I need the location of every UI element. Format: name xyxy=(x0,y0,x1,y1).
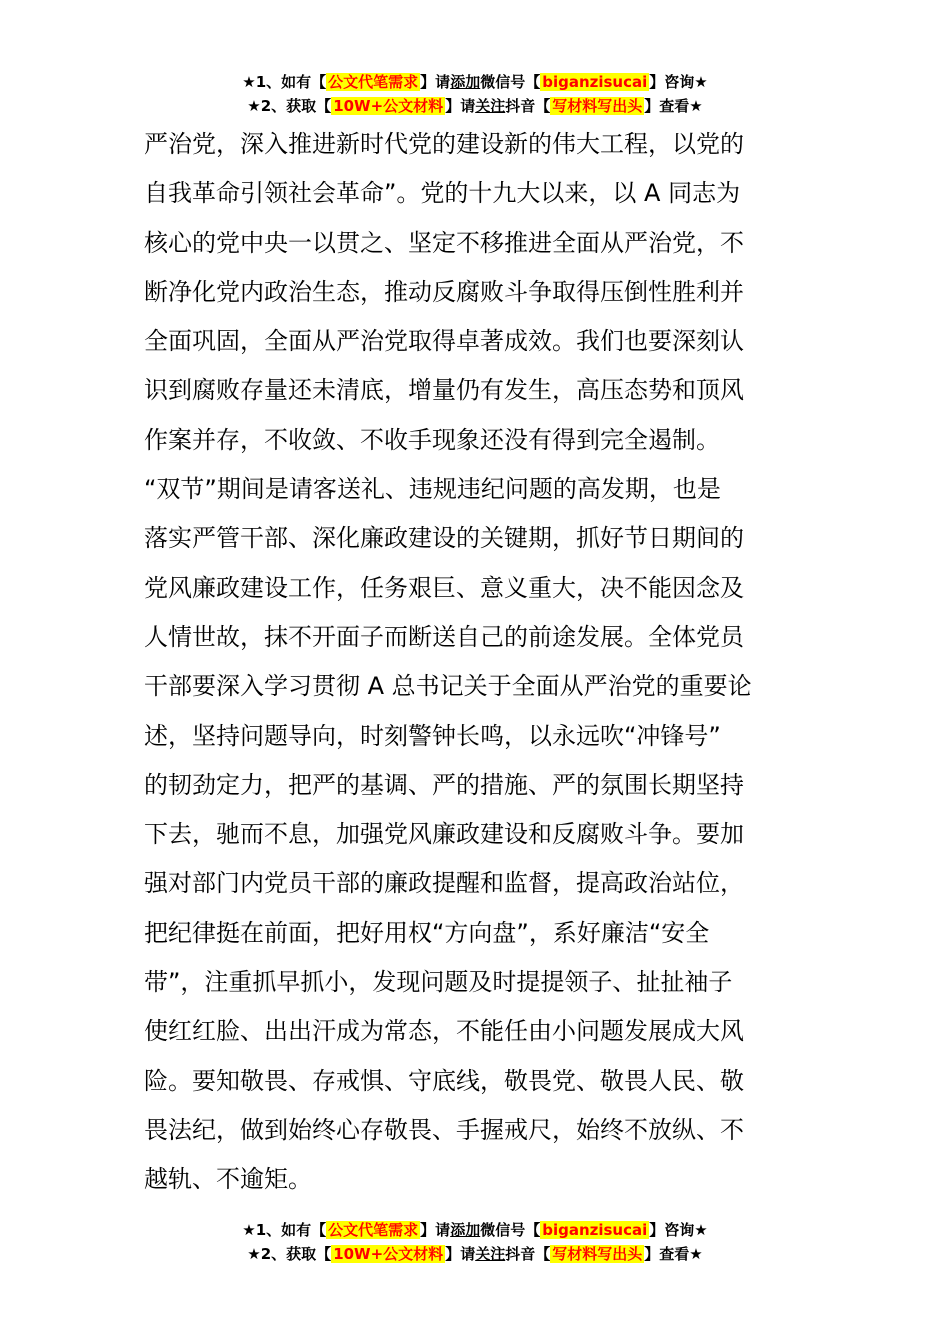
highlight-text: biganzisucai xyxy=(542,1221,648,1239)
highlight-text: 10W+公文材料 xyxy=(333,97,444,115)
underlined-text: 关注 xyxy=(475,1245,506,1263)
highlight-text: biganzisucai xyxy=(542,73,648,91)
body-line: 的韧劲定力，把严的基调、严的措施、严的氛围长期坚持 xyxy=(144,770,744,799)
highlight-text: 公文代笔需求 xyxy=(328,1221,419,1239)
underlined-text: 添加 xyxy=(450,73,481,91)
body-line: 断净化党内政治生态，推动反腐败斗争取得压倒性胜利并 xyxy=(144,277,744,306)
banner-text: 】请 xyxy=(420,73,451,91)
underlined-text: 添加 xyxy=(450,1221,481,1239)
body-line: 越轨、不逾矩。 xyxy=(144,1165,312,1194)
banner-text: ★1、如有【 xyxy=(242,1221,327,1239)
body-line: 识到腐败存量还未清底，增量仍有发生，高压态势和顶风 xyxy=(144,376,744,405)
banner-text: ★2、获取【 xyxy=(247,97,332,115)
footer-banner xyxy=(0,1218,950,1266)
body-line: 自我革命引领社会革命”。党的十九大以来，以 A 同志为 xyxy=(144,179,741,208)
highlight-text: 写材料写出头 xyxy=(552,1245,643,1263)
body-line: 险。要知敬畏、存戒惧、守底线，敬畏党、敬畏人民、敬 xyxy=(144,1066,744,1095)
body-line: 把纪律挺在前面，把好用权“方向盘”，系好廉洁“安全 xyxy=(144,918,710,947)
banner-line-2 xyxy=(0,94,950,118)
document-body xyxy=(144,120,808,1205)
body-line: 述，坚持问题导向，时刻警钟长鸣，以永远吹“冲锋号” xyxy=(144,721,721,750)
body-line: 严治党，深入推进新时代党的建设新的伟大工程，以党的 xyxy=(144,130,744,158)
body-line: 党风廉政建设工作，任务艰巨、意义重大，决不能因念及 xyxy=(144,573,744,602)
body-line: 使红红脸、出出汗成为常态，不能任由小问题发展成大风 xyxy=(144,1017,744,1046)
body-line: 下去，驰而不息，加强党风廉政建设和反腐败斗争。要加 xyxy=(144,820,744,849)
highlight-text: 10W+公文材料 xyxy=(333,1245,444,1263)
banner-text: 抖音【 xyxy=(505,97,551,115)
body-line: “双节”期间是请客送礼、违规违纪问题的高发期，也是 xyxy=(144,475,721,504)
banner-text: ★1、如有【 xyxy=(242,73,327,91)
underlined-text: 关注 xyxy=(475,97,506,115)
body-line: 人情世故，抹不开面子而断送自己的前途发展。全体党员 xyxy=(144,622,744,651)
highlight-text: 公文代笔需求 xyxy=(328,73,419,91)
banner-text: 】请 xyxy=(420,1221,451,1239)
body-line: 畏法纪，做到始终心存敬畏、手握戒尺，始终不放纵、不 xyxy=(144,1115,744,1144)
banner-text: 】查看★ xyxy=(644,1245,703,1263)
banner-text: 微信号【 xyxy=(480,73,541,91)
body-line: 核心的党中央一以贯之、坚定不移推进全面从严治党，不 xyxy=(144,228,744,257)
banner-text: 】查看★ xyxy=(644,97,703,115)
banner-text: 微信号【 xyxy=(480,1221,541,1239)
body-line: 带”，注重抓早抓小，发现问题及时提提领子、扯扯袖子 xyxy=(144,968,733,997)
body-line: 落实严管干部、深化廉政建设的关键期，抓好节日期间的 xyxy=(144,524,744,553)
body-line: 作案并存，不收敛、不收手现象还没有得到完全遏制。 xyxy=(144,425,720,454)
banner-line-2 xyxy=(0,1242,950,1266)
banner-line-1 xyxy=(0,70,950,94)
banner-text: 】咨询★ xyxy=(649,1221,708,1239)
banner-text: 抖音【 xyxy=(505,1245,551,1263)
banner-text: 】请 xyxy=(445,1245,476,1263)
body-line: 全面巩固，全面从严治党取得卓著成效。我们也要深刻认 xyxy=(144,327,744,356)
header-banner xyxy=(0,70,950,118)
body-line: 干部要深入学习贯彻 A 总书记关于全面从严治党的重要论 xyxy=(144,672,752,701)
body-line: 强对部门内党员干部的廉政提醒和监督，提高政治站位， xyxy=(144,869,744,898)
highlight-text: 写材料写出头 xyxy=(552,97,643,115)
banner-text: 】咨询★ xyxy=(649,73,708,91)
banner-text: 】请 xyxy=(445,97,476,115)
banner-line-1 xyxy=(0,1218,950,1242)
banner-text: ★2、获取【 xyxy=(247,1245,332,1263)
